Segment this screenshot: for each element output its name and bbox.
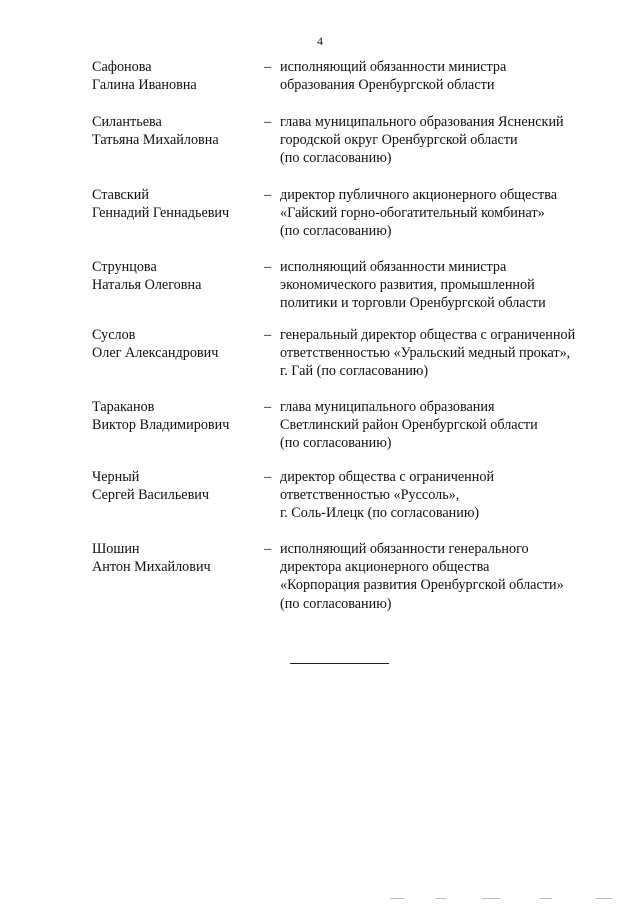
member-name — [92, 113, 252, 149]
member-surname: Шошин — [92, 541, 140, 557]
position-line: экономического развития, промышленной — [280, 277, 535, 294]
entry-dash: – — [264, 259, 272, 275]
member-name — [92, 468, 252, 504]
member-surname: Тараканов — [92, 399, 155, 415]
position-line: (по согласованию) — [280, 595, 392, 612]
member-position — [280, 540, 610, 613]
position-line: ответственностью «Уральский медный прокат», — [280, 345, 571, 362]
position-line: г. Гай (по согласованию) — [280, 363, 429, 380]
member-name — [92, 326, 252, 362]
position-line: (по согласованию) — [280, 150, 392, 167]
member-position — [280, 113, 610, 168]
position-line: директор публичного акционерного общества — [280, 187, 558, 203]
page-number: 4 — [317, 34, 323, 48]
position-line: исполняющий обязанности министра — [280, 259, 507, 275]
member-surname: Силантьева — [92, 114, 162, 130]
closing-separator-line — [290, 663, 389, 664]
member-surname: Ставский — [92, 187, 149, 203]
member-name — [92, 186, 252, 222]
member-surname: Суслов — [92, 327, 136, 343]
position-line: Светлинский район Оренбургской области — [280, 417, 538, 434]
position-line: образования Оренбургской области — [280, 77, 495, 94]
member-given-names: Татьяна Михайловна — [92, 132, 219, 149]
member-position — [280, 258, 610, 313]
position-line: ответственностью «Руссоль», — [280, 487, 460, 504]
member-given-names: Сергей Васильевич — [92, 487, 210, 504]
position-line: городской округ Оренбургской области — [280, 132, 518, 149]
member-position — [280, 186, 610, 241]
position-line: директора акционерного общества — [280, 559, 490, 576]
position-line: исполняющий обязанности министра — [280, 59, 507, 75]
position-line: (по согласованию) — [280, 223, 392, 240]
position-line: политики и торговли Оренбургской области — [280, 295, 546, 312]
member-given-names: Антон Михайлович — [92, 559, 211, 576]
member-given-names: Олег Александрович — [92, 345, 219, 362]
member-given-names: Галина Ивановна — [92, 77, 197, 94]
entry-dash: – — [264, 59, 272, 75]
entry-dash: – — [264, 114, 272, 130]
entry-dash: – — [264, 469, 272, 485]
member-position — [280, 58, 610, 94]
member-name — [92, 58, 252, 94]
member-surname: Сафонова — [92, 59, 152, 75]
member-position — [280, 468, 610, 523]
position-line: исполняющий обязанности генерального — [280, 541, 529, 557]
member-surname: Черный — [92, 469, 140, 485]
entry-dash: – — [264, 399, 272, 415]
position-line: (по согласованию) — [280, 435, 392, 452]
member-given-names: Геннадий Геннадьевич — [92, 205, 230, 222]
member-surname: Струнцова — [92, 259, 157, 275]
member-given-names: Виктор Владимирович — [92, 417, 230, 434]
member-position — [280, 398, 610, 453]
entry-dash: – — [264, 541, 272, 557]
position-line: директор общества с ограниченной — [280, 469, 495, 485]
position-line: глава муниципального образования — [280, 399, 495, 415]
scan-artifact-marks — [390, 898, 630, 902]
member-name — [92, 258, 252, 294]
member-name — [92, 540, 252, 576]
position-line: глава муниципального образования Ясненский — [280, 114, 564, 130]
member-given-names: Наталья Олеговна — [92, 277, 202, 294]
entry-dash: – — [264, 187, 272, 203]
position-line: г. Соль-Илецк (по согласованию) — [280, 505, 480, 522]
position-line: генеральный директор общества с ограниченной — [280, 327, 576, 343]
position-line: «Корпорация развития Оренбургской области» — [280, 577, 564, 594]
entry-dash: – — [264, 327, 272, 343]
position-line: «Гайский горно-обогатительный комбинат» — [280, 205, 545, 222]
member-position — [280, 326, 610, 381]
member-name — [92, 398, 252, 434]
